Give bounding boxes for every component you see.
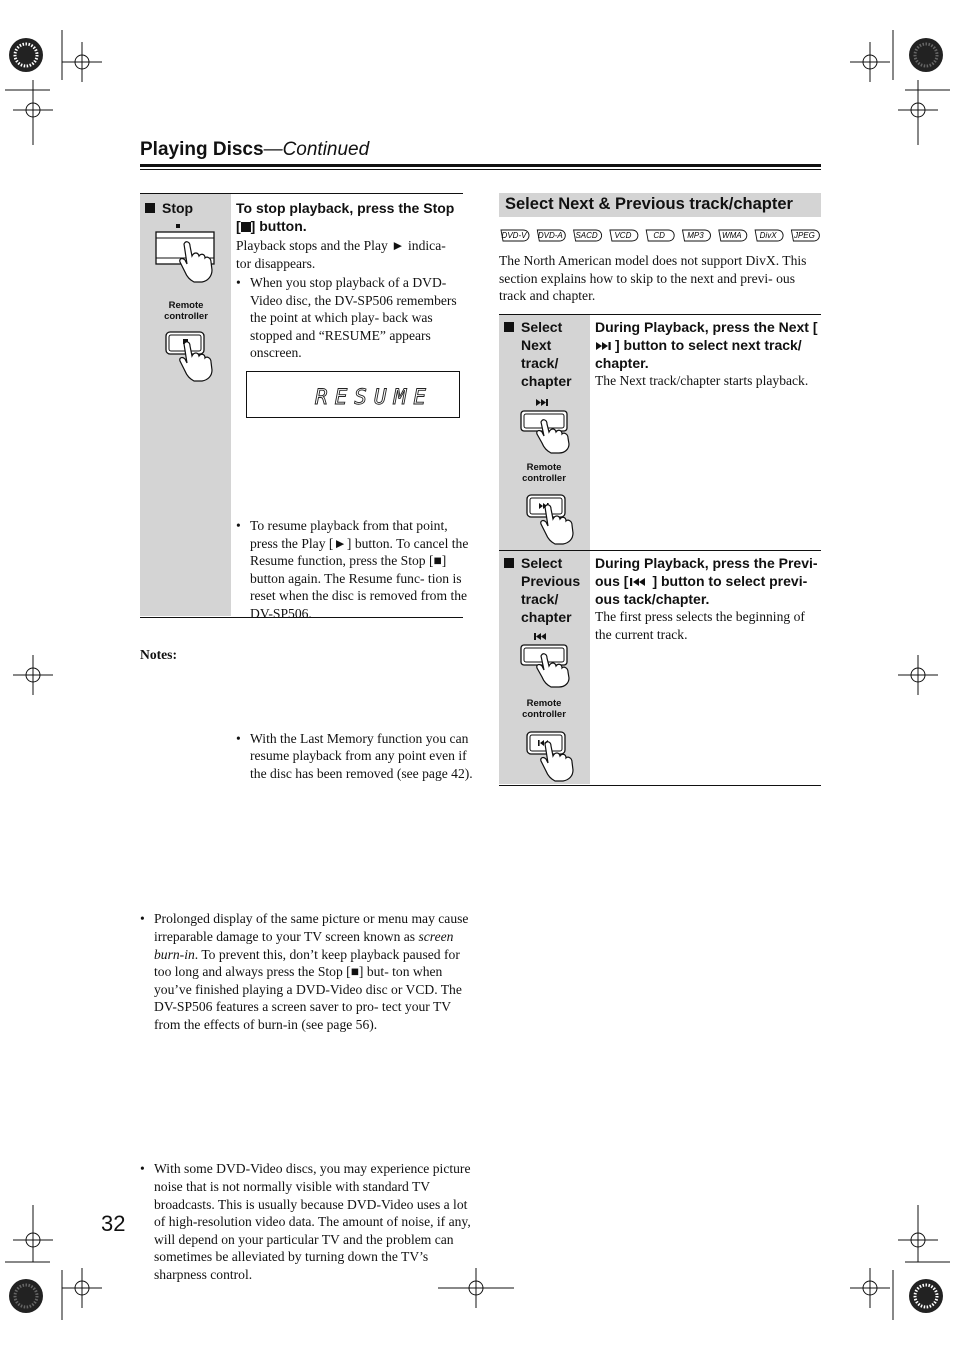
stop-bullet-3: • With the Last Memory function you can resume playback from any point even if the disc has been removed (see page 42).: [236, 730, 474, 783]
format-badges: [499, 226, 821, 242]
prev-desc: The first press selects the beginning of the current track.: [595, 609, 805, 642]
note-1: • Prolonged display of the same picture or menu may cause irreparable damage to your TV screen known as screen burn-in. To prevent this, don’t keep playback paused for too long and always press the Stop [■] but- ton when you’ve finished playing a DVD-Video disc or VCD. The DV-SP506 features a screen saver to pro- tect your TV from the effects of burn-in (see page 56).: [140, 910, 478, 1033]
stop-remote-label: Remote controller: [164, 300, 208, 322]
header-rule-thin: [140, 169, 821, 170]
format-badge-label: DivX: [759, 231, 777, 240]
next-remote-label: Remote controller: [522, 462, 566, 484]
prev-panel-button-icon: [519, 630, 581, 690]
format-badge-wma: [719, 230, 747, 241]
stop-bullet-1: • When you stop playback of a DVD-Video disc, the DV-SP506 remembers the point at which play- back was stopped and “RESUME” appears onscreen.: [236, 274, 462, 362]
square-bullet-icon: [504, 322, 514, 332]
stop-remote-button-icon: [164, 330, 220, 382]
notes-title: Notes:: [140, 647, 177, 662]
format-badge-sacd: [574, 230, 602, 241]
format-badge-label: DVD-V: [501, 231, 527, 240]
note-2: • With some DVD-Video discs, you may experience picture noise that is not normally visible with standard TV broadcasts. This is usually because DVD-Video uses a lot of high-resolution video data. The amount of noise, if any, will depend on your particular TV and the problem can sometimes be alleviated by turning down the TV’s sharpness control.: [140, 1160, 478, 1283]
next-label: Select Next track/ chapter: [504, 318, 588, 390]
track-table-divider: [499, 550, 821, 551]
stop-label: Stop: [145, 199, 193, 217]
page-header: [140, 139, 369, 161]
format-badge-label: VCD: [614, 231, 632, 240]
format-badge-dvd-v: [501, 230, 529, 241]
header-continued: —Continued: [263, 139, 370, 160]
page-number: 32: [101, 1211, 126, 1236]
resume-display-text: RESUME: [315, 385, 433, 409]
square-bullet-icon: [504, 558, 514, 568]
format-badge-jpeg: [791, 230, 819, 241]
format-badge-label: WMA: [722, 231, 742, 240]
resume-display: [246, 371, 460, 418]
section-intro: The North American model does not support DivX. This section explains how to skip to the next and previ- ous track and chapter.: [499, 253, 807, 304]
format-badge-label: JPEG: [793, 231, 815, 240]
format-badge-label: DVD-A: [537, 231, 563, 240]
stop-intro: Playback stops and the Play ► indica- tor disappears.: [236, 238, 446, 271]
section-heading-box: [499, 193, 821, 217]
prev-icon: [628, 577, 652, 587]
prev-heading: During Playback, press the Previ- ous [ ] button to select previ- ous tack/chapter.: [595, 555, 818, 607]
prev-label: Select Previous track/ chapter: [504, 554, 588, 626]
format-badge-mp3: [683, 230, 711, 241]
format-badge-icons: [499, 226, 821, 244]
format-badge-divx: [755, 230, 783, 241]
next-desc: The Next track/chapter starts playback.: [595, 373, 809, 388]
prev-remote-button-icon: [525, 730, 581, 782]
header-rule-thick: [140, 164, 821, 167]
prev-remote-label: Remote controller: [522, 698, 566, 720]
stop-panel-button-icon: [154, 222, 220, 284]
format-badge-label: SACD: [575, 231, 598, 240]
header-title: Playing Discs: [140, 139, 264, 160]
next-icon: [595, 341, 615, 351]
format-badge-dvd-a: [537, 230, 565, 241]
format-badge-vcd: [610, 230, 638, 241]
next-remote-button-icon: [525, 493, 581, 545]
next-heading: During Playback, press the Next [] button to select next track/ chapter.: [595, 319, 818, 371]
format-badge-label: CD: [653, 231, 665, 240]
square-bullet-icon: [145, 203, 155, 213]
format-badge-cd: [646, 230, 674, 241]
stop-square-icon: [241, 222, 251, 232]
stop-bullet-2: • To resume playback from that point, press the Play [►] button. To cancel the Resume function, press the Stop [■] button again. The Resume func- tion is reset when the disc is removed from the DV-SP506.: [236, 517, 474, 623]
section-title: Select Next & Previous track/chapter: [505, 195, 793, 213]
stop-heading: To stop playback, press the Stop [ ] button.: [236, 200, 455, 234]
format-badge-label: MP3: [687, 231, 704, 240]
next-panel-button-icon: [519, 396, 581, 454]
